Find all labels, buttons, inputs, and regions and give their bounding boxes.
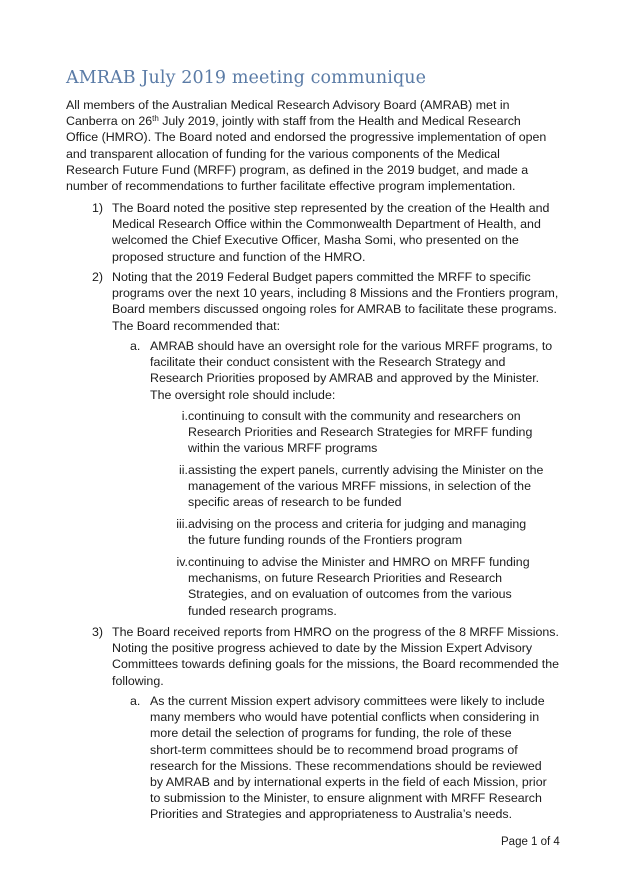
text-line: the future funding rounds of the Frontiers program	[188, 533, 463, 548]
text-line: proposed structure and function of the HMRO.	[112, 249, 366, 264]
text-line: number of recommendations to further facilitate effective program implementation.	[66, 179, 516, 194]
text-line: programs over the next 10 years, including 8 Missions and the Frontiers program,	[112, 286, 559, 301]
text-line: mechanisms, on future Research Priorities and Research	[188, 571, 503, 586]
intro-paragraph	[66, 97, 561, 194]
text-line: facilitate their conduct consistent with the Research Strategy and	[150, 355, 506, 370]
text-span: Canberra on 26	[66, 114, 153, 129]
text-line: Board members discussed ongoing roles for AMRAB to facilitate these programs.	[112, 302, 557, 317]
text-span: July 2019, jointly with staff from the Health and Medical Research	[158, 114, 521, 129]
list-marker: 3)	[92, 625, 104, 639]
text-line: AMRAB should have an oversight role for the various MRFF programs, to	[150, 339, 553, 353]
text-line: funded research programs.	[188, 603, 337, 618]
text-line: Medical Research Office within the Commonwealth Department of Health, and	[112, 217, 541, 232]
text-line: Strategies, and on evaluation of outcomes from the various	[188, 587, 512, 602]
text-line: assisting the expert panels, currently advising the Minister on the	[188, 463, 544, 477]
list-marker: i.	[181, 409, 188, 423]
text-line: welcomed the Chief Executive Officer, Masha Somi, who presented on the	[112, 233, 519, 248]
list-marker: ii.	[179, 463, 188, 477]
text-line: advising on the process and criteria for judging and managing	[188, 517, 527, 531]
text-line: continuing to advise the Minister and HMRO on MRFF funding	[188, 555, 530, 569]
text-line	[66, 113, 561, 129]
list-marker: 2)	[92, 270, 104, 284]
text-line: Office (HMRO). The Board noted and endorsed the progressive implementation of open	[66, 130, 547, 145]
list-marker: iii.	[176, 517, 188, 531]
text-line: Noting the positive progress achieved to date by the Mission Expert Advisory	[112, 641, 533, 656]
superscript: th	[152, 114, 159, 124]
text-line: As the current Mission expert advisory committees were likely to include	[150, 694, 545, 708]
list-marker: a.	[130, 339, 141, 353]
list-item-text	[188, 516, 526, 548]
text-line: All members of the Australian Medical Research Advisory Board (AMRAB) met in	[66, 98, 510, 112]
list-marker: a.	[130, 694, 141, 708]
text-line: many members who would have potential conflicts when considering in	[150, 710, 540, 725]
text-line: continuing to consult with the community and researchers on	[188, 409, 521, 423]
text-line: Noting that the 2019 Federal Budget papers committed the MRFF to specific	[112, 270, 531, 284]
text-line: specific areas of research to be funded	[188, 495, 402, 510]
list-marker: iv.	[176, 555, 188, 569]
list-item-text	[188, 462, 543, 511]
list-item-text	[112, 624, 559, 689]
text-line: The Board recommended that:	[112, 318, 281, 333]
text-line: within the various MRFF programs	[188, 441, 378, 456]
text-line: The Board noted the positive step represented by the creation of the Health and	[112, 201, 550, 215]
text-line: Research Future Fund (MRFF) program, as defined in the 2019 budget, and made a	[66, 162, 529, 177]
list-item-text	[150, 693, 547, 823]
text-line: management of the various MRFF missions, in selection of the	[188, 479, 531, 494]
text-line: Committees towards defining goals for the missions, the Board recommended the	[112, 657, 559, 672]
text-line: to submission to the Minister, to ensure alignment with MRFF Research	[150, 791, 542, 806]
document-title: AMRAB July 2019 meeting communique	[66, 68, 427, 88]
text-line: Priorities and Strategies and appropriateness to Australia’s needs.	[150, 807, 513, 822]
list-item-text	[188, 554, 530, 619]
text-line: following.	[112, 673, 164, 688]
list-item-text	[150, 338, 552, 403]
list-item-text	[188, 408, 532, 457]
text-line: research for the Missions. These recommendations should be reviewed	[150, 758, 542, 773]
text-line: Research Priorities and Research Strategies for MRFF funding	[188, 425, 533, 440]
list-item-text	[112, 200, 549, 265]
list-marker: 1)	[92, 201, 104, 215]
text-line: The Board received reports from HMRO on the progress of the 8 MRFF Missions.	[112, 625, 559, 639]
text-line: The oversight role should include:	[150, 387, 336, 402]
list-item-text	[112, 269, 558, 334]
text-line: and transparent allocation of funding for the various components of the Medical	[66, 146, 500, 161]
text-line: Research Priorities proposed by AMRAB and approved by the Minister.	[150, 371, 540, 386]
page-number: Page 1 of 4	[501, 836, 560, 848]
text-line: more detail the selection of programs for funding, the role of these	[150, 726, 512, 741]
text-line: short-term committees should be to recommend broad programs of	[150, 742, 518, 757]
text-line: by AMRAB and by international experts in the field of each Mission, prior	[150, 775, 547, 790]
